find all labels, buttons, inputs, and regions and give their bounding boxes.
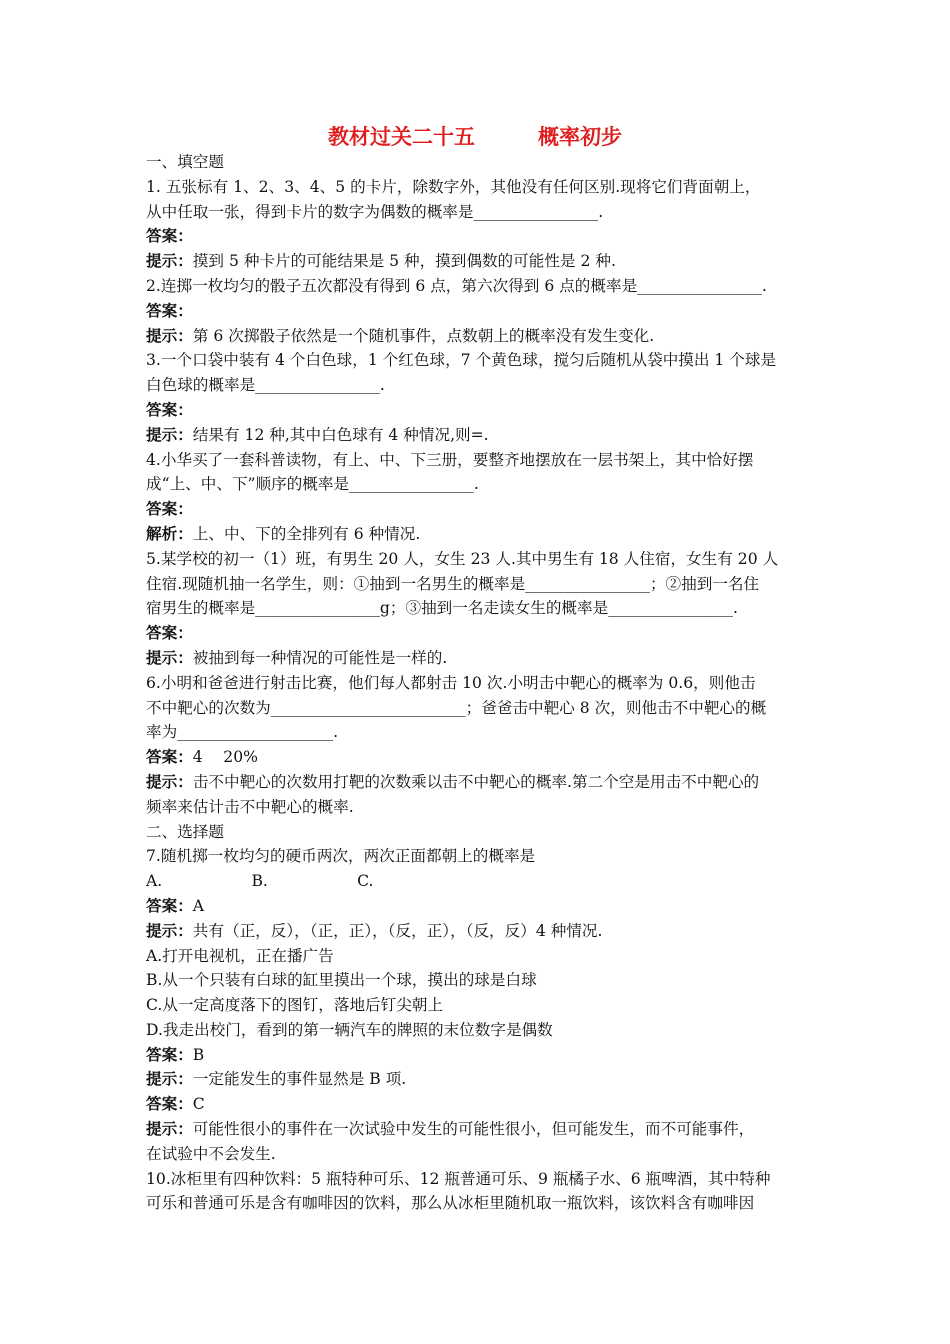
line-text: A. B. C. bbox=[146, 872, 374, 891]
text-line bbox=[146, 1167, 808, 1192]
line-text: D.我走出校门，看到的第一辆汽车的牌照的末位数字是偶数 bbox=[146, 1020, 553, 1039]
line-text: 不中靶心的次数为_________________________；爸爸击中靶心 8 次，则他击不中靶心的概 bbox=[146, 698, 767, 717]
line-text: 二、选择题 bbox=[146, 822, 224, 841]
text-line bbox=[146, 1092, 808, 1117]
text-line bbox=[146, 1043, 808, 1068]
text-line bbox=[146, 497, 808, 522]
text-line bbox=[146, 844, 808, 869]
line-text: 4 20% bbox=[192, 748, 258, 767]
line-label: 答案： bbox=[146, 399, 193, 419]
text-line bbox=[146, 522, 808, 547]
text-line bbox=[146, 1142, 808, 1167]
text-line bbox=[146, 274, 808, 299]
text-line bbox=[146, 646, 808, 671]
line-text: 一定能发生的事件显然是 B 项. bbox=[192, 1070, 407, 1089]
line-text: 击不中靶心的次数用打靶的次数乘以击不中靶心的概率.第二个空是用击不中靶心的 bbox=[192, 772, 760, 791]
text-line bbox=[146, 224, 808, 249]
line-text: 5.某学校的初一（1）班，有男生 20 人，女生 23 人.其中男生有 18 人住宿，女生有 20 人 bbox=[146, 549, 779, 568]
line-label: 提示： bbox=[146, 1069, 193, 1089]
line-text: 4.小华买了一套科普读物，有上、中、下三册，要整齐地摆放在一层书架上，其中恰好摆 bbox=[146, 450, 754, 469]
line-label: 答案： bbox=[146, 499, 193, 519]
line-text: 上、中、下的全排列有 6 种情况. bbox=[192, 524, 421, 543]
line-label: 答案： bbox=[146, 747, 193, 767]
line-label: 提示： bbox=[146, 424, 193, 444]
line-label: 答案： bbox=[146, 1044, 193, 1064]
line-text: 3.一个口袋中装有 4 个白色球，1 个红色球，7 个黄色球，搅匀后随机从袋中摸出 1 个球是 bbox=[146, 351, 777, 370]
line-text: 可乐和普通可乐是含有咖啡因的饮料，那么从冰柜里随机取一瓶饮料，该饮料含有咖啡因 bbox=[146, 1194, 755, 1213]
line-text: 一、填空题 bbox=[146, 153, 224, 171]
text-line bbox=[146, 1117, 808, 1142]
text-line bbox=[146, 448, 808, 473]
text-line bbox=[146, 373, 808, 398]
text-line bbox=[146, 324, 808, 349]
text-line bbox=[146, 472, 808, 497]
text-line bbox=[146, 200, 808, 225]
line-text: 1. 五张标有 1、2、3、4、5 的卡片，除数字外，其他没有任何区别.现将它们背面朝上， bbox=[146, 177, 761, 196]
line-label: 提示： bbox=[146, 920, 193, 940]
text-line bbox=[146, 572, 808, 597]
text-line bbox=[146, 150, 808, 175]
line-text: A bbox=[192, 896, 205, 915]
line-text: 率为____________________. bbox=[146, 723, 339, 742]
line-label: 提示： bbox=[146, 771, 193, 791]
text-line bbox=[146, 249, 808, 274]
line-text: 2.连掷一枚均匀的骰子五次都没有得到 6 点，第六次得到 6 点的概率是________________. bbox=[146, 276, 767, 295]
text-line bbox=[146, 944, 808, 969]
text-line bbox=[146, 770, 808, 795]
line-label: 答案： bbox=[146, 623, 193, 643]
text-line bbox=[146, 820, 808, 845]
line-text: B.从一个只装有白球的缸里摸出一个球，摸出的球是白球 bbox=[146, 971, 537, 990]
line-text: B bbox=[192, 1045, 205, 1064]
text-line bbox=[146, 621, 808, 646]
text-line bbox=[146, 869, 808, 894]
line-text: A.打开电视机，正在播广告 bbox=[146, 946, 334, 965]
text-line bbox=[146, 175, 808, 200]
text-line bbox=[146, 919, 808, 944]
line-text: C bbox=[192, 1095, 205, 1114]
line-text: C.从一定高度落下的图钉，落地后钉尖朝上 bbox=[146, 996, 444, 1015]
line-text: 被抽到每一种情况的可能性是一样的. bbox=[192, 648, 448, 667]
text-line bbox=[146, 671, 808, 696]
line-text: 宿男生的概率是________________g；③抽到一名走读女生的概率是________________. bbox=[146, 599, 738, 618]
line-text: 结果有 12 种,其中白色球有 4 种情况,则=. bbox=[192, 425, 489, 444]
line-text: 在试验中不会发生. bbox=[146, 1144, 276, 1163]
line-text: 白色球的概率是________________. bbox=[146, 376, 385, 395]
line-label: 提示： bbox=[146, 251, 193, 271]
line-label: 提示： bbox=[146, 325, 193, 345]
line-label: 答案： bbox=[146, 300, 193, 320]
line-text: 共有（正，反），（正，正），（反，正），（反，反）4 种情况. bbox=[192, 921, 603, 940]
text-line bbox=[146, 299, 808, 324]
line-text: 成“上、中、下”顺序的概率是________________. bbox=[146, 475, 479, 494]
text-line bbox=[146, 1191, 808, 1216]
line-text: 住宿.现随机抽一名学生，则：①抽到一名男生的概率是________________；②抽到一名住 bbox=[146, 574, 760, 593]
document-title: 教材过关二十五 概率初步 bbox=[328, 124, 622, 149]
text-line bbox=[146, 993, 808, 1018]
text-line bbox=[146, 596, 808, 621]
line-text: 摸到 5 种卡片的可能结果是 5 种，摸到偶数的可能性是 2 种. bbox=[192, 252, 616, 271]
line-label: 答案： bbox=[146, 1094, 193, 1114]
line-text: 6.小明和爸爸进行射击比赛，他们每人都射击 10 次.小明击中靶心的概率为 0.6，则他击 bbox=[146, 673, 756, 692]
text-line bbox=[146, 547, 808, 572]
text-line bbox=[146, 1018, 808, 1043]
line-text: 频率来估计击不中靶心的概率. bbox=[146, 797, 354, 816]
text-line bbox=[146, 1067, 808, 1092]
text-line bbox=[146, 696, 808, 721]
text-line bbox=[146, 423, 808, 448]
text-line bbox=[146, 745, 808, 770]
text-line bbox=[146, 348, 808, 373]
text-line bbox=[146, 795, 808, 820]
text-line bbox=[146, 968, 808, 993]
line-label: 提示： bbox=[146, 1119, 193, 1139]
document-body bbox=[146, 150, 808, 1216]
line-text: 第 6 次掷骰子依然是一个随机事件，点数朝上的概率没有发生变化. bbox=[192, 326, 655, 345]
line-label: 答案： bbox=[146, 895, 193, 915]
line-text: 从中任取一张，得到卡片的数字为偶数的概率是________________. bbox=[146, 202, 604, 221]
line-text: 10.冰柜里有四种饮料：5 瓶特种可乐、12 瓶普通可乐、9 瓶橘子水、6 瓶啤酒，其中特种 bbox=[146, 1169, 771, 1188]
line-text: 7.随机掷一枚均匀的硬币两次，两次正面都朝上的概率是 bbox=[146, 847, 536, 866]
text-line bbox=[146, 720, 808, 745]
text-line bbox=[146, 398, 808, 423]
line-text: 可能性很小的事件在一次试验中发生的可能性很小，但可能发生，而不可能事件， bbox=[192, 1120, 755, 1139]
line-label: 答案： bbox=[146, 226, 193, 246]
line-label: 提示： bbox=[146, 647, 193, 667]
text-line bbox=[146, 894, 808, 919]
line-label: 解析： bbox=[146, 523, 193, 543]
